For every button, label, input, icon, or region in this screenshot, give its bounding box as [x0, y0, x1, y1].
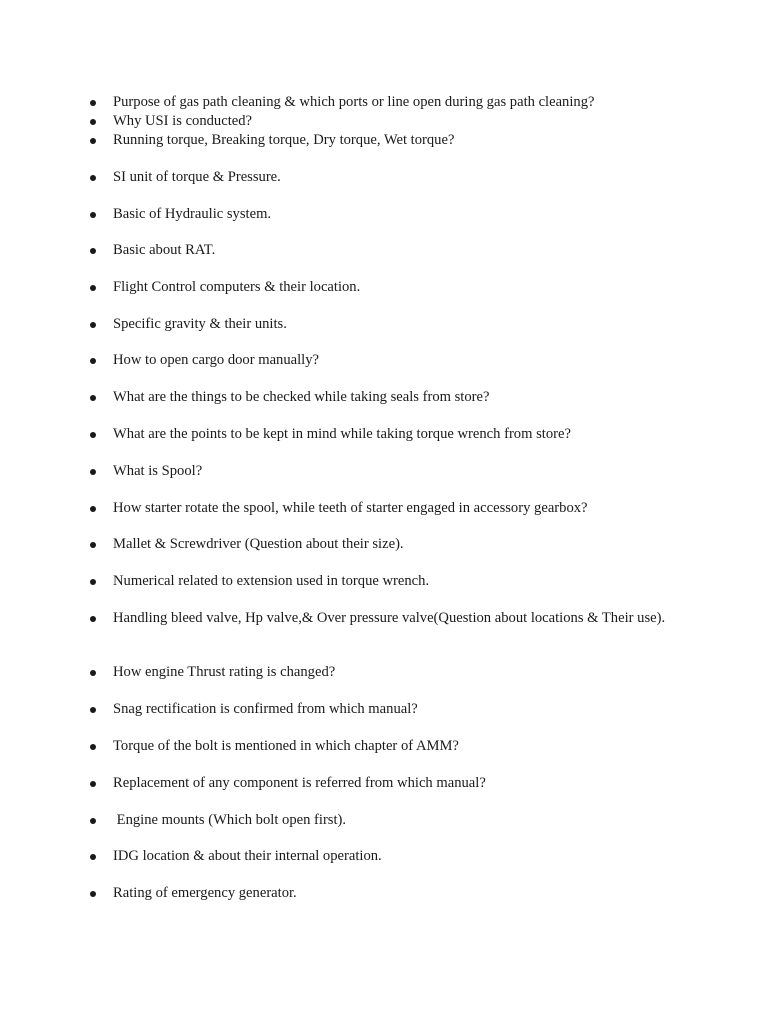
- list-item-text: How starter rotate the spool, while teeth of starter engaged in accessory gearbox?: [113, 500, 588, 516]
- bullet-icon: [90, 432, 96, 438]
- bullet-icon: [90, 781, 96, 787]
- list-item: [113, 241, 673, 260]
- bullet-icon: [90, 322, 96, 328]
- list-item-text: Snag rectification is confirmed from which manual?: [113, 701, 418, 717]
- list-item-text: Mallet & Screwdriver (Question about their size).: [113, 536, 404, 552]
- list-item-text: Specific gravity & their units.: [113, 316, 287, 332]
- bullet-icon: [90, 579, 96, 585]
- bullet-icon: [90, 506, 96, 512]
- list-item: [113, 572, 673, 591]
- list-item-text: How to open cargo door manually?: [113, 352, 320, 368]
- list-item: [113, 884, 673, 903]
- bullet-icon: [90, 854, 96, 860]
- list-item: [113, 168, 673, 187]
- bullet-icon: [90, 891, 96, 897]
- list-item: [113, 700, 673, 719]
- list-item: [113, 737, 673, 756]
- list-item: [113, 663, 673, 682]
- list-item-text: Numerical related to extension used in torque wrench.: [113, 573, 430, 589]
- bullet-icon: [90, 100, 96, 106]
- bullet-icon: [90, 616, 96, 622]
- list-item: [113, 774, 673, 793]
- bullet-icon: [90, 818, 96, 824]
- list-item: [113, 278, 673, 297]
- list-item-text: Why USI is conducted?: [113, 113, 253, 129]
- list-item: [113, 351, 673, 370]
- list-item-text: What is Spool?: [113, 463, 203, 479]
- list-item-text: Engine mounts (Which bolt open first).: [113, 812, 347, 828]
- list-item: [113, 811, 673, 830]
- bullet-icon: [90, 744, 96, 750]
- list-item: [113, 315, 673, 334]
- list-item: [113, 112, 673, 131]
- list-item-text: SI unit of torque & Pressure.: [113, 169, 281, 185]
- list-item-text: Handling bleed valve, Hp valve,& Over pressure valve(Question about locations & Their use).: [113, 610, 666, 626]
- bullet-icon: [90, 707, 96, 713]
- list-item-text: Rating of emergency generator.: [113, 885, 297, 901]
- bullet-icon: [90, 670, 96, 676]
- list-item-text: Running torque, Breaking torque, Dry torque, Wet torque?: [113, 132, 455, 148]
- list-item-text: IDG location & about their internal operation.: [113, 848, 382, 864]
- list-item: [113, 425, 673, 444]
- list-item: [113, 388, 673, 407]
- list-item: [113, 131, 673, 150]
- bullet-icon: [90, 542, 96, 548]
- list-item: [113, 609, 673, 628]
- list-item-text: Torque of the bolt is mentioned in which chapter of AMM?: [113, 738, 459, 754]
- list-item-text: What are the things to be checked while taking seals from store?: [113, 389, 490, 405]
- bullet-icon: [90, 212, 96, 218]
- list-item: [113, 93, 673, 112]
- list-item-text: Purpose of gas path cleaning & which ports or line open during gas path cleaning?: [113, 94, 595, 110]
- list-item-text: Replacement of any component is referred from which manual?: [113, 775, 486, 791]
- list-item-text: Basic of Hydraulic system.: [113, 206, 272, 222]
- list-item-text: What are the points to be kept in mind while taking torque wrench from store?: [113, 426, 571, 442]
- list-item: [113, 205, 673, 224]
- bullet-icon: [90, 138, 96, 144]
- list-item-text: How engine Thrust rating is changed?: [113, 664, 336, 680]
- bullet-icon: [90, 358, 96, 364]
- bullet-icon: [90, 248, 96, 254]
- bullet-icon: [90, 175, 96, 181]
- list-item: [113, 462, 673, 481]
- bullet-icon: [90, 395, 96, 401]
- list-item: [113, 535, 673, 554]
- list-item-text: Basic about RAT.: [113, 242, 216, 258]
- list-item: [113, 847, 673, 866]
- list-item: [113, 499, 673, 518]
- bullet-icon: [90, 469, 96, 475]
- bullet-icon: [90, 119, 96, 125]
- list-item-text: Flight Control computers & their location.: [113, 279, 361, 295]
- bullet-icon: [90, 285, 96, 291]
